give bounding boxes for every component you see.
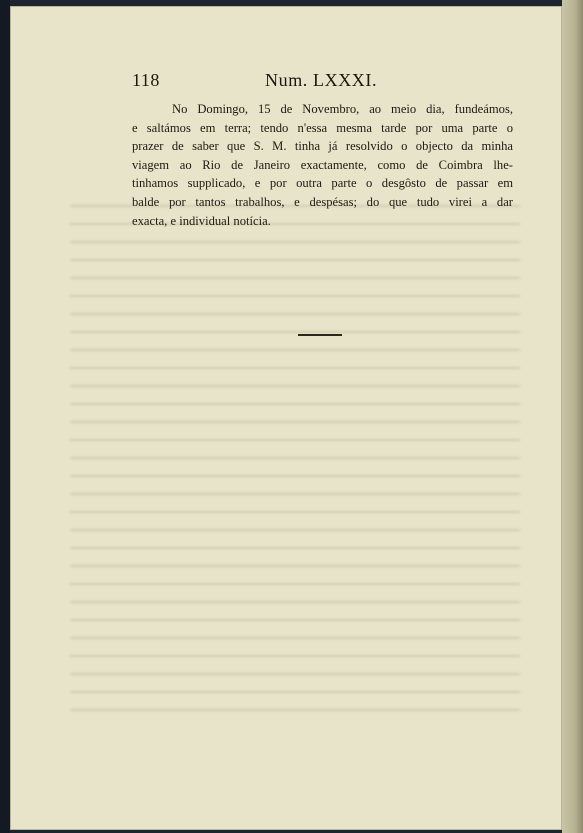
- paragraph: [132, 100, 513, 230]
- text-line: balde por tantos trabalhos, e despésas; do que tudo virei a dar: [132, 194, 513, 209]
- show-through-text: [70, 196, 520, 716]
- page-edge-stack: [562, 0, 583, 833]
- text-line: e saltámos em terra; tendo n'essa mesma tarde por uma parte o: [132, 120, 513, 135]
- scan-left-border: [0, 0, 10, 833]
- section-divider: [298, 334, 342, 336]
- page-header: [132, 70, 512, 94]
- running-head: Num. LXXXI.: [265, 70, 378, 90]
- text-line: tinhamos supplicado, e por outra parte o desgôsto de passar em: [132, 176, 513, 191]
- text-line: prazer de saber que S. M. tinha já resolvido o objecto da minha: [132, 139, 513, 154]
- text-line: No Domingo, 15 de Novembro, ao meio dia, fundeámos,: [172, 102, 513, 116]
- text-line: exacta, e individual notícia.: [132, 213, 271, 228]
- text-line: viagem ao Rio de Janeiro exactamente, como de Coimbra lhe-: [132, 157, 513, 172]
- page-number: 118: [132, 70, 160, 90]
